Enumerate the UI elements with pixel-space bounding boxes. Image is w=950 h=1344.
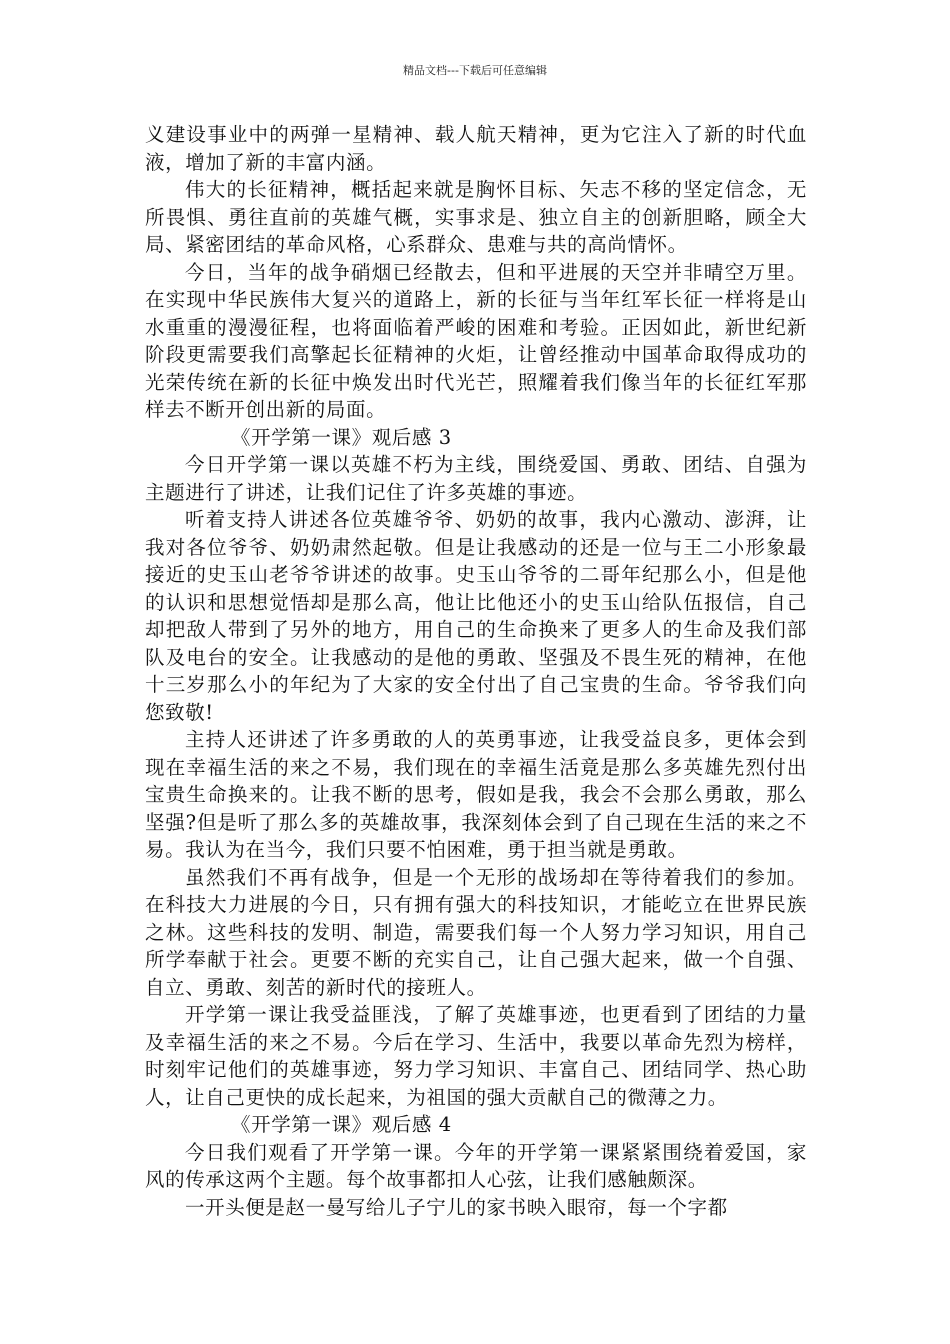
paragraph: 虽然我们不再有战争，但是一个无形的战场却在等待着我们的参加。在科技大力进展的今日，只有拥有强大的科技知识，才能屹立在世界民族之林。这些科技的发明、制造，需要我们每一个人努力学习知识，用自己所学奉献于社会。更要不断的充实自己，让自己强大起来，做一个自强、自立、勇敢、刻苦的新时代的接班人。 (145, 865, 807, 999)
paragraph: 主持人还讲述了许多勇敢的人的英勇事迹，让我受益良多，更体会到现在幸福生活的来之不易，我们现在的幸福生活竟是那么多英雄先烈付出宝贵生命换来的。让我不断的思考，假如是我，我会不会那么勇敢，那么坚强?但是听了那么多的英雄故事，我深刻体会到了自己现在生活的来之不易。我认为在当今，我们只要不怕困难，勇于担当就是勇敢。 (145, 728, 807, 861)
paragraph: 听着支持人讲述各位英雄爷爷、奶奶的故事，我内心激动、澎湃，让我对各位爷爷、奶奶肃然起敬。但是让我感动的还是一位与王二小形象最接近的史玉山老爷爷讲述的故事。史玉山爷爷的二哥年纪那么小，但是他的认识和思想觉悟却是那么高，他让比他还小的史玉山给队伍报信，自己却把敌人带到了另外的地方，用自己的生命换来了更多人的生命及我们部队及电台的安全。让我感动的是他的勇敢、坚强及不畏生死的精神，在他十三岁那么小的年纪为了大家的安全付出了自己宝贵的生命。爷爷我们向您致敬! (145, 508, 807, 724)
section-title: 《开学第一课》观后感 3 (231, 425, 452, 449)
paragraph: 义建设事业中的两弹一星精神、载人航天精神，更为它注入了新的时代血液，增加了新的丰富内涵。 (145, 123, 807, 174)
paragraph: 开学第一课让我受益匪浅，了解了英雄事迹，也更看到了团结的力量及幸福生活的来之不易。今后在学习、生活中，我要以革命先烈为榜样，时刻牢记他们的英雄事迹，努力学习知识、丰富自己、团结同学、热心助人，让自己更快的成长起来，为祖国的强大贡献自己的微薄之力。 (145, 1003, 807, 1109)
section-title: 《开学第一课》观后感 4 (231, 1113, 452, 1136)
paragraph: 一开头便是赵一曼写给儿子宁儿的家书映入眼帘，每一个字都 (185, 1195, 728, 1219)
page-header: 精品文档---下载后可任意编辑 (403, 64, 547, 77)
paragraph: 今日开学第一课以英雄不朽为主线，围绕爱国、勇敢、团结、自强为主题进行了讲述，让我们记住了许多英雄的事迹。 (145, 453, 807, 504)
paragraph: 今日我们观看了开学第一课。今年的开学第一课紧紧围绕着爱国，家风的传承这两个主题。每个故事都扣人心弦，让我们感触颇深。 (145, 1140, 807, 1191)
paragraph: 伟大的长征精神，概括起来就是胸怀目标、矢志不移的坚定信念，无所畏惧、勇往直前的英雄气概，实事求是、独立自主的创新胆略，顾全大局、紧密团结的革命风格，心系群众、患难与共的高尚情怀。 (145, 178, 807, 256)
paragraph: 今日，当年的战争硝烟已经散去，但和平进展的天空并非晴空万里。在实现中华民族伟大复兴的道路上，新的长征与当年红军长征一样将是山水重重的漫漫征程，也将面临着严峻的困难和考验。正因如此，新世纪新阶段更需要我们高擎起长征精神的火炬，让曾经推动中国革命取得成功的光荣传统在新的长征中焕发出时代光芒，照耀着我们像当年的长征红军那样去不断开创出新的局面。 (145, 260, 807, 421)
document-body (145, 121, 807, 1221)
